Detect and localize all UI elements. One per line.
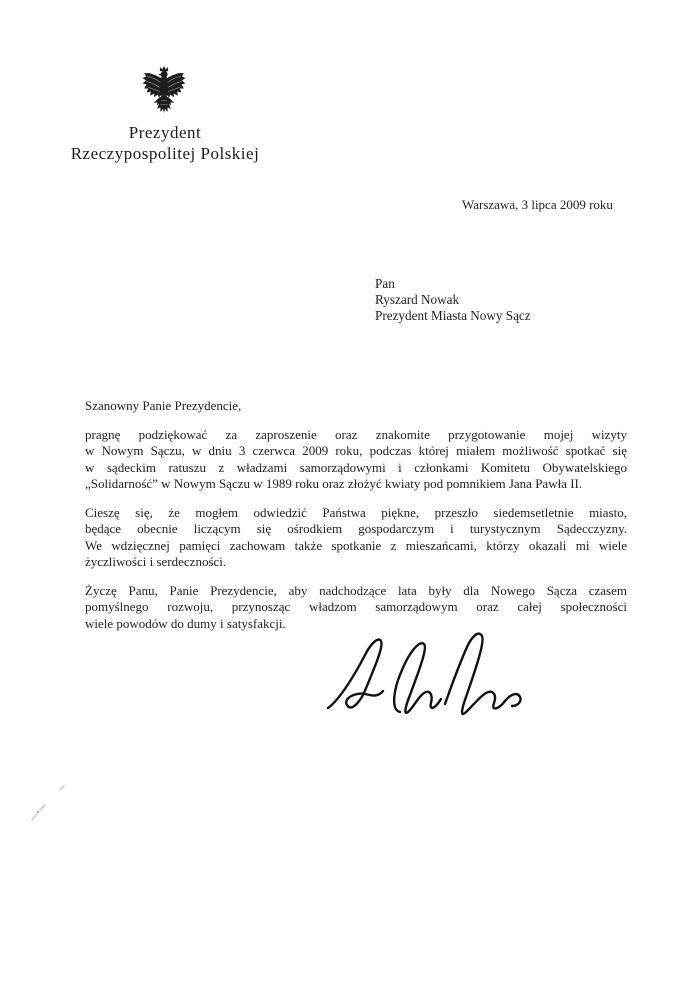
paragraph-1: [85, 427, 627, 493]
letterhead-title-line2: Rzeczypospolitej Polskiej: [70, 144, 260, 163]
letterhead-title: [45, 122, 285, 164]
text-line: pomyślnego rozwoju, przynosząc władzom samorządowym oraz całej społeczności: [85, 599, 627, 614]
text-line: Życzę Panu, Panie Prezydencie, aby nadchodzące lata były dla Nowego Sącza czasem: [85, 582, 627, 598]
salutation: Szanowny Panie Prezydencie,: [85, 398, 242, 413]
text-line: będące obecnie liczącym się ośrodkiem gospodarczym i turystycznym Sądecczyzny.: [85, 521, 627, 536]
text-line: pragnę podziękować za zaproszenie oraz znakomite przygotowanie mojej wizyty: [85, 426, 627, 442]
handwritten-signature-icon: [318, 628, 530, 718]
paragraph-3: [85, 583, 627, 633]
recipient-title: Prezydent Miasta Nowy Sącz: [375, 308, 531, 323]
text-line: w sądeckim ratuszu z władzami samorządowymi i członkami Komitetu Obywatelskiego: [85, 459, 627, 475]
letter-body: [85, 398, 627, 644]
text-line: wiele powodów do dumy i satysfakcji.: [85, 615, 286, 631]
recipient-honorific: Pan: [375, 276, 395, 291]
date-line: Warszawa, 3 lipca 2009 roku: [462, 197, 613, 212]
paragraph-2: [85, 505, 627, 571]
text-line: w Nowym Sączu, w dniu 3 czerwca 2009 roku, podczas której miałem możliwość spotkać się: [85, 443, 627, 458]
recipient-block: [375, 276, 531, 324]
recipient-name: Ryszard Nowak: [375, 292, 460, 307]
text-line: Cieszę się, że mogłem odwiedzić Państwa piękne, przeszło siedemsetletnie miasto,: [85, 504, 627, 520]
polish-eagle-icon: [141, 64, 187, 117]
letterhead-title-line1: Prezydent: [128, 123, 202, 142]
text-line: życzliwości i serdeczności.: [85, 554, 227, 569]
text-line: We wdzięcznej pamięci zachowam także spotkanie z mieszańcami, którzy okazali mi wiele: [85, 537, 627, 553]
text-line: „Solidarność” w Nowym Sączu w 1989 roku oraz złożyć kwiaty pod pomnikiem Jana Pawła II.: [85, 476, 583, 491]
stray-ink-mark: [24, 780, 74, 828]
